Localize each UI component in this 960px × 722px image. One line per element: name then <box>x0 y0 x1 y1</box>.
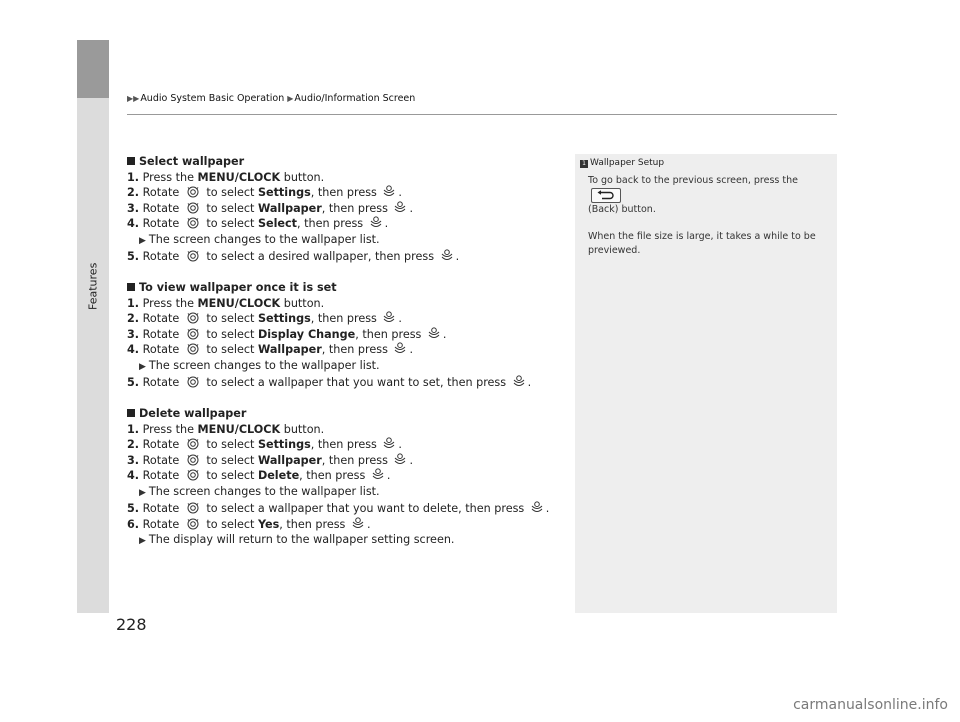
menu-item-label: MENU/CLOCK <box>197 296 281 310</box>
step-text: , then press <box>321 453 392 467</box>
step-number: 1. <box>127 422 140 436</box>
result-text: The display will return to the wallpaper setting screen. <box>148 533 455 546</box>
result-arrow-icon: ▶ <box>139 536 146 546</box>
menu-item-label: Display Change <box>257 327 356 341</box>
side-tab-label: Features <box>86 262 100 310</box>
step-text: , then press <box>355 327 425 341</box>
menu-item-label: MENU/CLOCK <box>197 422 281 436</box>
interface-dial-icon <box>187 202 199 214</box>
note-title <box>580 158 664 168</box>
step-item <box>127 201 567 217</box>
side-tab-marker <box>77 40 109 98</box>
menu-item-label: Yes <box>257 517 280 531</box>
step-number: 4. <box>127 469 140 482</box>
push-select-icon <box>531 501 543 514</box>
step-text: to select a desired wallpaper, then press <box>202 250 438 263</box>
step-number: 1. <box>127 296 140 310</box>
step-text: . <box>442 327 447 341</box>
step-text: to select <box>202 517 258 531</box>
step-text: Press the <box>142 170 198 184</box>
result-text: The screen changes to the wallpaper list. <box>148 484 380 498</box>
step-text: , then press <box>310 312 381 325</box>
section-title <box>127 280 567 296</box>
step-number: 1. <box>127 170 140 184</box>
note-text-1: To go back to the previous screen, press the <box>588 175 798 186</box>
step-item <box>127 249 567 265</box>
interface-dial-icon <box>187 343 199 355</box>
menu-item-label: Wallpaper <box>257 343 322 356</box>
section-title <box>127 154 567 170</box>
step-text: , then press <box>299 469 369 482</box>
step-number: 3. <box>127 201 140 215</box>
watermark: carmanualsonline.info <box>793 697 948 713</box>
step-number: 2. <box>127 186 140 199</box>
step-text: to select <box>202 217 258 230</box>
step-text: Rotate <box>142 469 183 482</box>
step-text: . <box>398 186 402 199</box>
step-text: . <box>366 517 371 531</box>
note-body <box>588 174 818 271</box>
push-select-icon <box>428 327 440 340</box>
step-text: Rotate <box>142 327 183 341</box>
interface-dial-icon <box>187 328 199 340</box>
step-text: . <box>527 376 532 389</box>
step-number: 2. <box>127 312 140 325</box>
result-arrow-icon: ▶ <box>139 235 146 246</box>
step-text: . <box>409 453 414 467</box>
menu-item-label: Delete <box>257 469 300 482</box>
step-result <box>127 532 567 550</box>
breadcrumb-item-2[interactable]: Audio/Information Screen <box>294 93 416 104</box>
breadcrumb-arrow-icon: ▶▶ <box>127 94 140 103</box>
interface-dial-icon <box>187 312 199 324</box>
step-item <box>127 342 567 358</box>
step-text: . <box>398 438 402 451</box>
step-text: Press the <box>142 296 198 310</box>
step-item <box>127 296 567 312</box>
breadcrumb-arrow-icon: ▶ <box>287 94 294 103</box>
step-text: to select <box>202 312 258 325</box>
step-number: 6. <box>127 517 140 531</box>
menu-item-label: Wallpaper <box>257 201 322 215</box>
step-number: 4. <box>127 217 140 230</box>
push-select-icon <box>513 375 525 388</box>
note-panel <box>575 154 837 613</box>
interface-dial-icon <box>187 250 199 262</box>
step-text: Press the <box>142 422 198 436</box>
push-select-icon <box>352 517 364 530</box>
interface-dial-icon <box>187 454 199 466</box>
square-bullet-icon <box>127 283 135 291</box>
page-number: 228 <box>116 615 147 634</box>
menu-item-label: Settings <box>257 312 311 325</box>
step-text: Rotate <box>142 217 183 230</box>
step-item <box>127 327 567 343</box>
step-text: , then press <box>321 201 392 215</box>
step-result <box>127 358 567 376</box>
menu-item-label: Wallpaper <box>257 453 322 467</box>
step-result <box>127 232 567 250</box>
section-title-text: Select wallpaper <box>139 155 245 168</box>
step-number: 2. <box>127 438 140 451</box>
menu-item-label: Select <box>257 217 297 230</box>
interface-dial-icon <box>187 502 199 514</box>
section-title-text: Delete wallpaper <box>139 407 247 420</box>
step-text: Rotate <box>142 453 183 467</box>
step-item <box>127 216 567 232</box>
push-select-icon <box>394 201 406 214</box>
result-text: The screen changes to the wallpaper list. <box>148 358 380 372</box>
step-text: , then press <box>321 343 392 356</box>
step-number: 3. <box>127 327 140 341</box>
step-item <box>127 468 567 484</box>
step-result <box>127 484 567 502</box>
push-select-icon <box>441 249 453 262</box>
back-button-icon <box>591 188 621 203</box>
push-select-icon <box>372 468 384 481</box>
step-text: . <box>398 312 402 325</box>
note-paragraph: When the file size is large, it takes a while to be previewed. <box>588 231 816 256</box>
menu-item-label: MENU/CLOCK <box>197 170 281 184</box>
step-item <box>127 185 567 201</box>
header-divider <box>127 114 837 115</box>
step-text: . <box>386 469 391 482</box>
section-title-text: To view wallpaper once it is set <box>139 281 337 294</box>
step-text: , then press <box>310 186 381 199</box>
step-text: Rotate <box>142 502 183 515</box>
section-title <box>127 406 567 422</box>
step-text: to select a wallpaper that you want to set, then press <box>202 376 510 389</box>
step-item <box>127 453 567 469</box>
step-number: 3. <box>127 453 140 467</box>
note-title-text: Wallpaper Setup <box>590 158 665 168</box>
note-badge: 1 <box>580 160 588 168</box>
step-text: . <box>409 201 414 215</box>
step-text: Rotate <box>142 517 183 531</box>
breadcrumb-item-1[interactable]: Audio System Basic Operation <box>140 93 285 104</box>
step-number: 5. <box>127 250 140 263</box>
result-text: The screen changes to the wallpaper list. <box>148 232 380 246</box>
step-text: to select <box>202 438 258 451</box>
step-text: Rotate <box>142 438 183 451</box>
step-text: . <box>545 502 550 515</box>
instructions <box>127 154 567 550</box>
step-item <box>127 170 567 186</box>
step-text: button. <box>280 170 325 184</box>
step-number: 4. <box>127 343 140 356</box>
step-text: to select <box>202 469 258 482</box>
step-text: to select <box>202 343 258 356</box>
push-select-icon <box>383 311 395 324</box>
step-text: , then press <box>310 438 381 451</box>
step-text: Rotate <box>142 376 183 389</box>
menu-item-label: Settings <box>257 186 311 199</box>
push-select-icon <box>394 342 406 355</box>
interface-dial-icon <box>187 518 199 530</box>
note-paragraph <box>588 174 818 217</box>
step-text: . <box>409 343 414 356</box>
step-text: Rotate <box>142 312 183 325</box>
step-text: , then press <box>297 217 367 230</box>
step-text: . <box>455 250 460 263</box>
push-select-icon <box>394 453 406 466</box>
interface-dial-icon <box>187 217 199 229</box>
step-text: button. <box>280 296 325 310</box>
push-select-icon <box>370 216 382 229</box>
result-arrow-icon: ▶ <box>139 361 146 372</box>
step-text: to select a wallpaper that you want to delete, then press <box>202 502 528 515</box>
step-text: . <box>384 217 389 230</box>
breadcrumb <box>127 93 415 104</box>
square-bullet-icon <box>127 157 135 165</box>
step-item <box>127 517 567 533</box>
step-item <box>127 437 567 453</box>
push-select-icon <box>383 437 395 450</box>
interface-dial-icon <box>187 438 199 450</box>
step-text: to select <box>202 201 258 215</box>
step-item <box>127 375 567 391</box>
note-text-2: (Back) button. <box>588 204 656 215</box>
interface-dial-icon <box>187 376 199 388</box>
step-text: Rotate <box>142 343 183 356</box>
step-text: to select <box>202 186 258 199</box>
step-text: to select <box>202 327 258 341</box>
step-text: Rotate <box>142 250 183 263</box>
step-number: 5. <box>127 376 140 389</box>
step-item <box>127 422 567 438</box>
step-item <box>127 311 567 327</box>
step-text: , then press <box>279 517 349 531</box>
square-bullet-icon <box>127 409 135 417</box>
push-select-icon <box>383 185 395 198</box>
step-item <box>127 501 567 517</box>
step-text: to select <box>202 453 258 467</box>
step-number: 5. <box>127 502 140 515</box>
interface-dial-icon <box>187 469 199 481</box>
result-arrow-icon: ▶ <box>139 487 146 498</box>
step-text: button. <box>280 422 325 436</box>
menu-item-label: Settings <box>257 438 311 451</box>
interface-dial-icon <box>187 186 199 198</box>
step-text: Rotate <box>142 186 183 199</box>
step-text: Rotate <box>142 201 183 215</box>
